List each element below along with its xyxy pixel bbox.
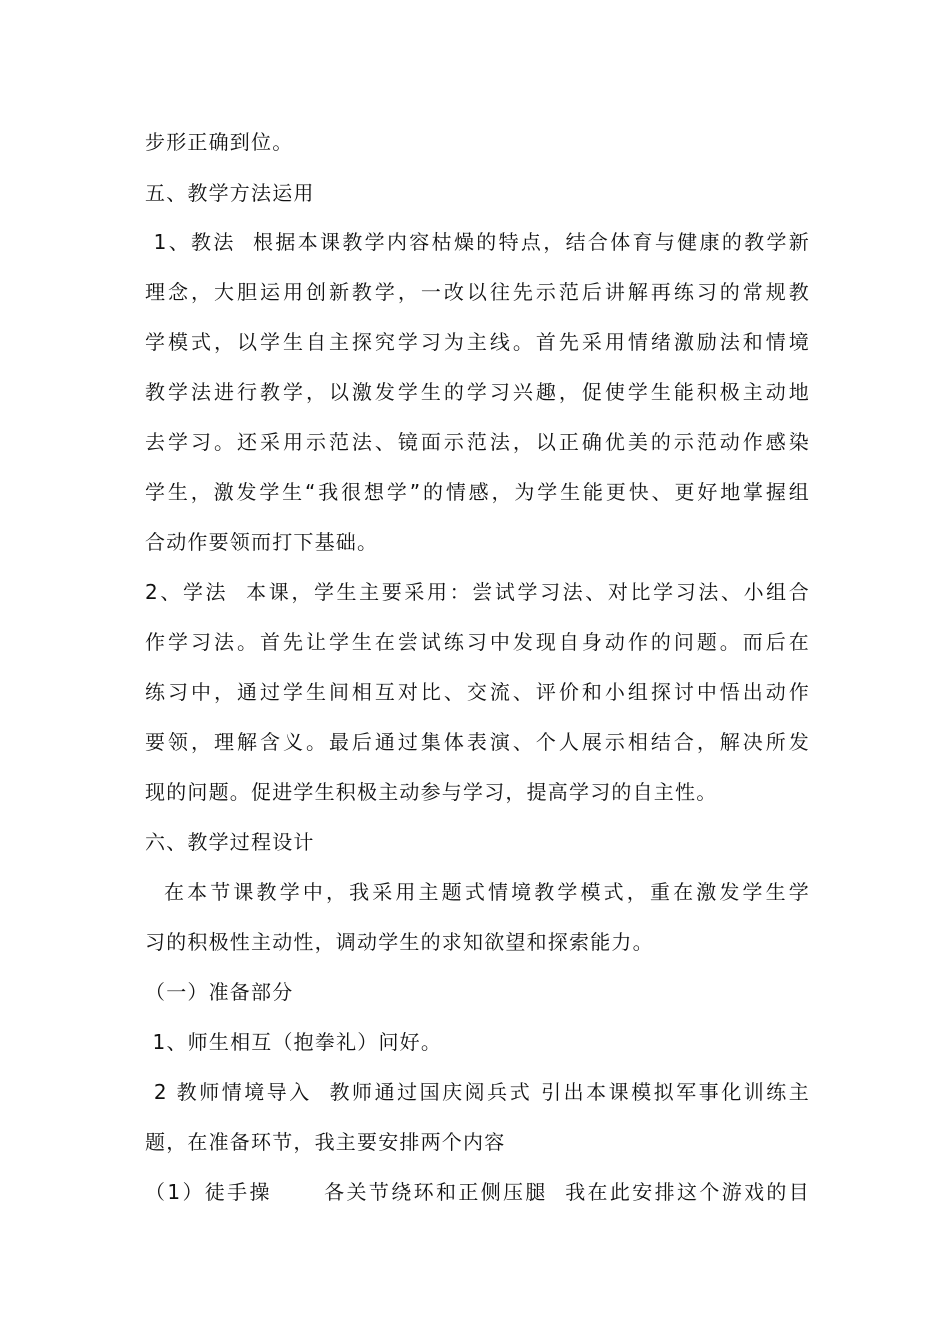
text-line: 题，在准备环节，我主要安排两个内容 [145,1130,506,1154]
text-line: 1、教法 根据本课教学内容枯燥的特点，结合体育与健康的教学新 [145,230,810,254]
text-line: 2、学法 本课，学生主要采用：尝试学习法、对比学习法、小组合 [145,580,810,604]
subsection-heading: （一）准备部分 [145,980,294,1004]
text-line: 学生，激发学生“我很想学”的情感，为学生能更快、更好地掌握组 [145,480,810,504]
text-line: 合动作要领而打下基础。 [145,530,379,554]
text-line: 作学习法。首先让学生在尝试练习中发现自身动作的问题。而后在 [145,630,810,654]
section-heading: 六、教学过程设计 [145,830,315,854]
text-line: 要领，理解含义。最后通过集体表演、个人展示相结合，解决所发 [145,730,810,754]
text-line: （1）徒手操 各关节绕环和正侧压腿 我在此安排这个游戏的目 [145,1180,810,1204]
text-line: 理念，大胆运用创新教学，一改以往先示范后讲解再练习的常规教 [145,280,810,304]
text-line: 练习中，通过学生间相互对比、交流、评价和小组探讨中悟出动作 [145,680,810,704]
text-line: 学模式，以学生自主探究学习为主线。首先采用情绪激励法和情境 [145,330,810,354]
text-line: 习的积极性主动性，调动学生的求知欲望和探索能力。 [145,930,654,954]
text-line: 步形正确到位。 [145,130,294,154]
text-line: 在本节课教学中，我采用主题式情境教学模式，重在激发学生学 [145,880,810,904]
text-line: 2 教师情境导入 教师通过国庆阅兵式 引出本课模拟军事化训练主 [145,1080,810,1104]
text-line: 去学习。还采用示范法、镜面示范法，以正确优美的示范动作感染 [145,430,810,454]
text-line: 1、师生相互（抱拳礼）问好。 [145,1030,443,1054]
section-heading: 五、教学方法运用 [145,181,315,205]
text-line: 现的问题。促进学生积极主动参与学习，提高学习的自主性。 [145,780,718,804]
text-line: 教学法进行教学，以激发学生的学习兴趣，促使学生能积极主动地 [145,380,810,404]
